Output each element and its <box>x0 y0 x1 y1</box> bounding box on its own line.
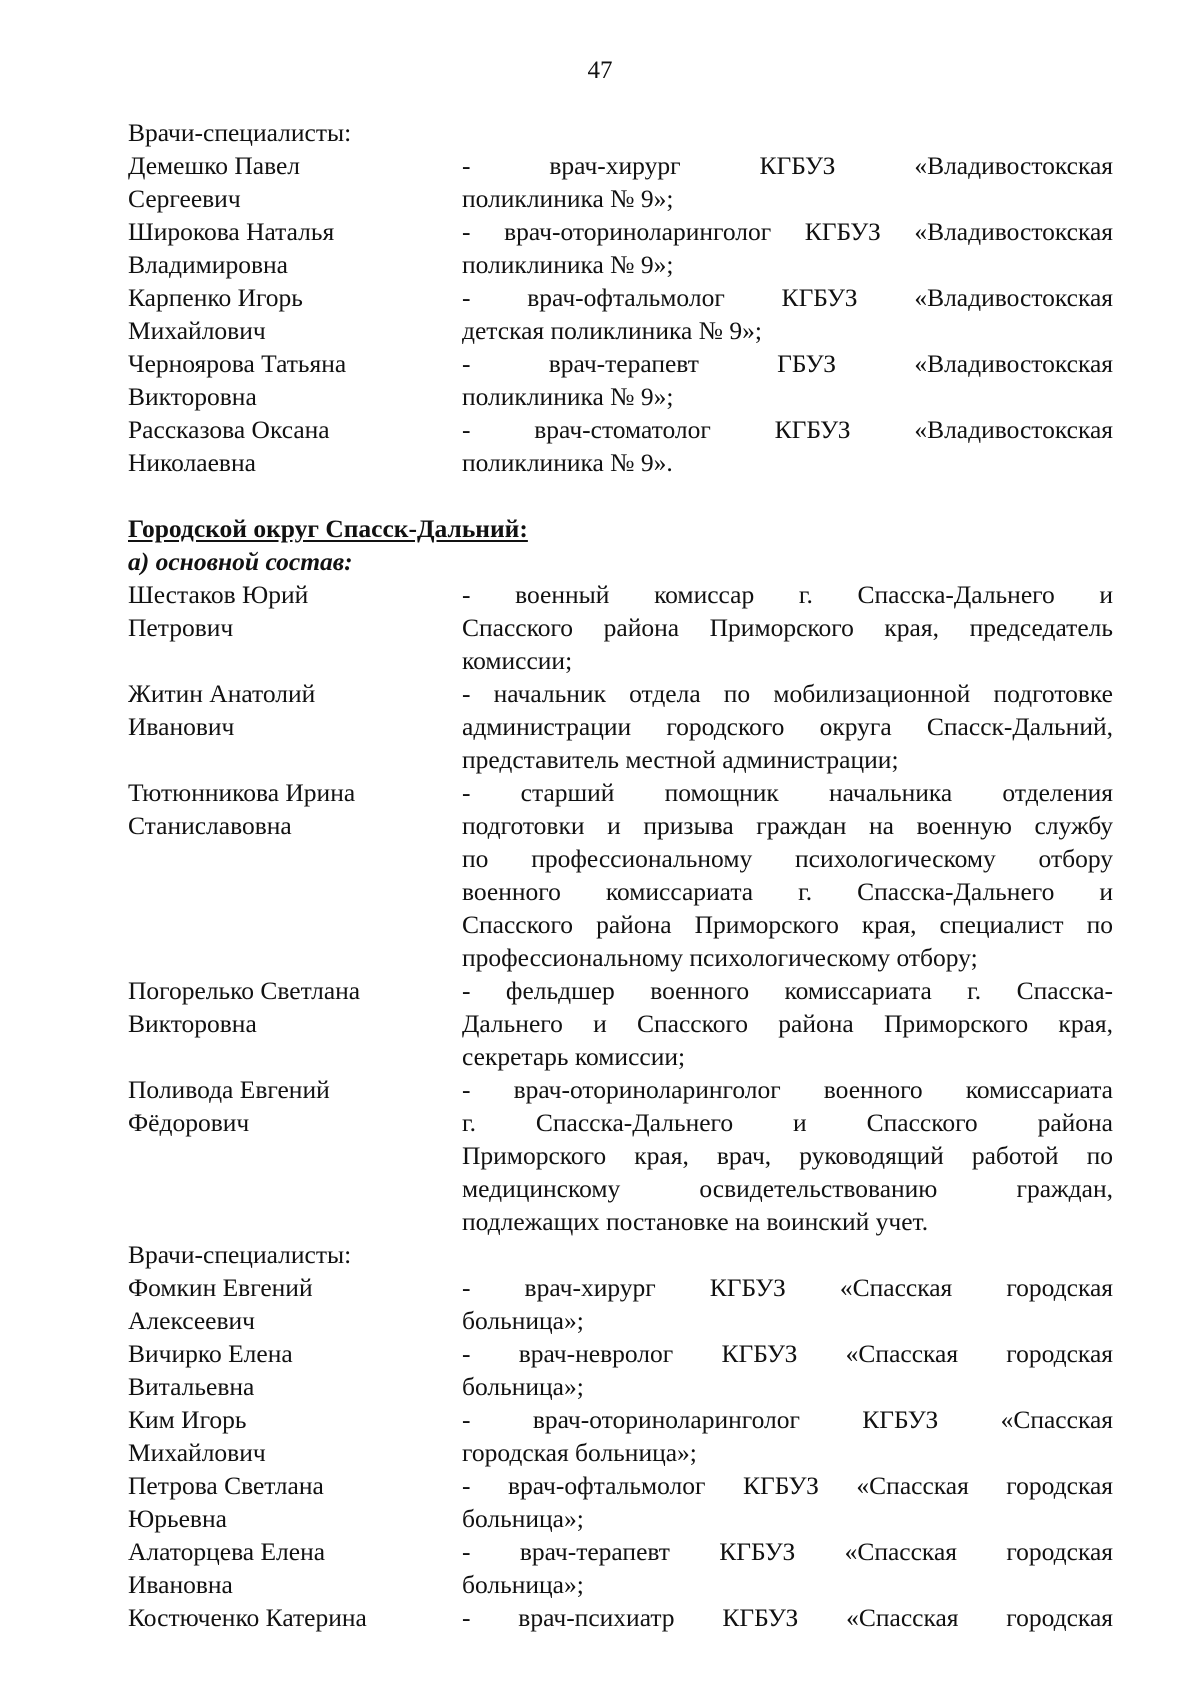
person-name-line: Иванович <box>128 712 235 741</box>
person-name-line: Житин Анатолий <box>128 679 316 708</box>
person-name <box>128 1601 462 1634</box>
position-description-line: Спасского района Приморского края, председатель <box>462 613 1113 642</box>
position-description <box>462 974 1113 1073</box>
person-name-line: Шестаков Юрий <box>128 580 309 609</box>
position-description-line: подготовки и призыва граждан на военную службу <box>462 811 1113 840</box>
committee-entry <box>128 347 1113 413</box>
person-name-line: Рассказова Оксана <box>128 415 330 444</box>
person-name <box>128 149 462 215</box>
position-description <box>462 215 1113 281</box>
position-description-line: поликлиника № 9»; <box>462 382 674 411</box>
person-name-line: Костюченко Катерина <box>128 1603 367 1632</box>
position-description-line: - военный комиссар г. Спасска-Дальнего и <box>462 580 1113 609</box>
position-description <box>462 1535 1113 1601</box>
person-name-line: Фёдорович <box>128 1108 250 1137</box>
position-description-line: - фельдшер военного комиссариата г. Спасска- <box>462 976 1113 1005</box>
committee-entry <box>128 1469 1113 1535</box>
position-description-line: - врач-стоматолог КГБУЗ «Владивостокская <box>462 415 1113 444</box>
committee-entry <box>128 1271 1113 1337</box>
position-description-line: - врач-офтальмолог КГБУЗ «Спасская городская <box>462 1471 1113 1500</box>
committee-entry <box>128 776 1113 974</box>
person-name-line: Викторовна <box>128 1009 257 1038</box>
person-name <box>128 578 462 644</box>
person-name-line: Михайлович <box>128 316 266 345</box>
position-description-line: Приморского края, врач, руководящий работой по <box>462 1141 1113 1170</box>
position-description-line: - врач-оториноларинголог КГБУЗ «Владивостокская <box>462 217 1113 246</box>
person-name-line: Петрович <box>128 613 234 642</box>
person-name-line: Фомкин Евгений <box>128 1273 313 1302</box>
committee-entry <box>128 1601 1113 1634</box>
document-body <box>128 116 1113 1634</box>
person-name <box>128 1535 462 1601</box>
person-name <box>128 1271 462 1337</box>
position-description-line: медицинскому освидетельствованию граждан, <box>462 1174 1113 1203</box>
person-name-line: Алаторцева Елена <box>128 1537 326 1566</box>
person-name-line: Вичирко Елена <box>128 1339 293 1368</box>
position-description-line: профессиональному психологическому отбору; <box>462 943 978 972</box>
specialists-label: Врачи-специалисты: <box>128 118 352 147</box>
position-description-line: администрации городского округа Спасск-Дальний, <box>462 712 1113 741</box>
position-description-line: - врач-хирург КГБУЗ «Владивостокская <box>462 151 1113 180</box>
person-name <box>128 1469 462 1535</box>
specialists-list-spassk <box>128 1271 1113 1634</box>
position-description-line: подлежащих постановке на воинский учет. <box>462 1207 929 1236</box>
position-description-line: городская больница»; <box>462 1438 697 1467</box>
person-name <box>128 1337 462 1403</box>
person-name <box>128 776 462 842</box>
position-description <box>462 1601 1113 1634</box>
person-name-line: Витальевна <box>128 1372 255 1401</box>
position-description <box>462 578 1113 677</box>
position-description <box>462 347 1113 413</box>
person-name <box>128 413 462 479</box>
position-description-line: - старший помощник начальника отделения <box>462 778 1113 807</box>
committee-entry <box>128 413 1113 479</box>
person-name-line: Станиславовна <box>128 811 292 840</box>
person-name-line: Петрова Светлана <box>128 1471 324 1500</box>
committee-entry <box>128 149 1113 215</box>
position-description-line: поликлиника № 9». <box>462 448 673 477</box>
committee-entry <box>128 1403 1113 1469</box>
person-name-line: Демешко Павел <box>128 151 301 180</box>
position-description <box>462 1271 1113 1337</box>
person-name-line: Михайлович <box>128 1438 266 1467</box>
position-description-line: Спасского района Приморского края, специалист по <box>462 910 1113 939</box>
person-name <box>128 281 462 347</box>
main-committee-list <box>128 578 1113 1238</box>
position-description <box>462 281 1113 347</box>
person-name <box>128 1073 462 1139</box>
position-description-line: - врач-психиатр КГБУЗ «Спасская городская <box>462 1603 1113 1632</box>
position-description-line: военного комиссариата г. Спасска-Дальнего и <box>462 877 1113 906</box>
position-description-line: - начальник отдела по мобилизационной подготовке <box>462 679 1113 708</box>
position-description-line: - врач-оториноларинголог КГБУЗ «Спасская <box>462 1405 1113 1434</box>
person-name-line: Тютюнникова Ирина <box>128 778 356 807</box>
person-name-line: Владимировна <box>128 250 288 279</box>
position-description-line: - врач-оториноларинголог военного комиссариата <box>462 1075 1113 1104</box>
position-description-line: г. Спасска-Дальнего и Спасского района <box>462 1108 1113 1137</box>
committee-entry <box>128 974 1113 1073</box>
position-description <box>462 1469 1113 1535</box>
position-description-line: больница»; <box>462 1306 584 1335</box>
person-name-line: Сергеевич <box>128 184 241 213</box>
position-description-line: Дальнего и Спасского района Приморского края, <box>462 1009 1113 1038</box>
person-name-line: Ивановна <box>128 1570 233 1599</box>
position-description-line: больница»; <box>462 1372 584 1401</box>
position-description-line: секретарь комиссии; <box>462 1042 686 1071</box>
position-description-line: поликлиника № 9»; <box>462 184 674 213</box>
person-name-line: Юрьевна <box>128 1504 227 1533</box>
person-name-line: Ким Игорь <box>128 1405 247 1434</box>
person-name-line: Черноярова Татьяна <box>128 349 347 378</box>
committee-entry <box>128 1535 1113 1601</box>
position-description-line: - врач-терапевт КГБУЗ «Спасская городская <box>462 1537 1113 1566</box>
committee-entry <box>128 1337 1113 1403</box>
person-name-line: Широкова Наталья <box>128 217 335 246</box>
position-description <box>462 1073 1113 1238</box>
position-description <box>462 677 1113 776</box>
person-name <box>128 677 462 743</box>
position-description <box>462 149 1113 215</box>
committee-entry <box>128 281 1113 347</box>
specialists-label-spassk: Врачи-специалисты: <box>128 1240 352 1269</box>
person-name <box>128 974 462 1040</box>
page-number: 47 <box>587 57 613 84</box>
position-description-line: комиссии; <box>462 646 573 675</box>
person-name-line: Поливода Евгений <box>128 1075 330 1104</box>
committee-entry <box>128 215 1113 281</box>
position-description-line: детская поликлиника № 9»; <box>462 316 762 345</box>
position-description <box>462 776 1113 974</box>
person-name-line: Алексеевич <box>128 1306 255 1335</box>
position-description-line: - врач-терапевт ГБУЗ «Владивостокская <box>462 349 1113 378</box>
person-name <box>128 347 462 413</box>
position-description-line: по профессиональному психологическому отбору <box>462 844 1113 873</box>
person-name-line: Погорелько Светлана <box>128 976 361 1005</box>
committee-entry <box>128 1073 1113 1238</box>
person-name <box>128 215 462 281</box>
position-description <box>462 1337 1113 1403</box>
position-description-line: представитель местной администрации; <box>462 745 899 774</box>
position-description-line: - врач-невролог КГБУЗ «Спасская городская <box>462 1339 1113 1368</box>
specialists-list-vladivostok <box>128 149 1113 479</box>
position-description <box>462 1403 1113 1469</box>
committee-entry <box>128 677 1113 776</box>
person-name-line: Карпенко Игорь <box>128 283 303 312</box>
position-description-line: больница»; <box>462 1504 584 1533</box>
position-description-line: - врач-офтальмолог КГБУЗ «Владивостокская <box>462 283 1113 312</box>
position-description-line: - врач-хирург КГБУЗ «Спасская городская <box>462 1273 1113 1302</box>
committee-entry <box>128 578 1113 677</box>
position-description-line: поликлиника № 9»; <box>462 250 674 279</box>
section-title: Городской округ Спасск-Дальний: <box>128 514 528 543</box>
subsection-title: а) основной состав: <box>128 547 353 576</box>
person-name-line: Николаевна <box>128 448 256 477</box>
position-description <box>462 413 1113 479</box>
person-name-line: Викторовна <box>128 382 257 411</box>
person-name <box>128 1403 462 1469</box>
position-description-line: больница»; <box>462 1570 584 1599</box>
